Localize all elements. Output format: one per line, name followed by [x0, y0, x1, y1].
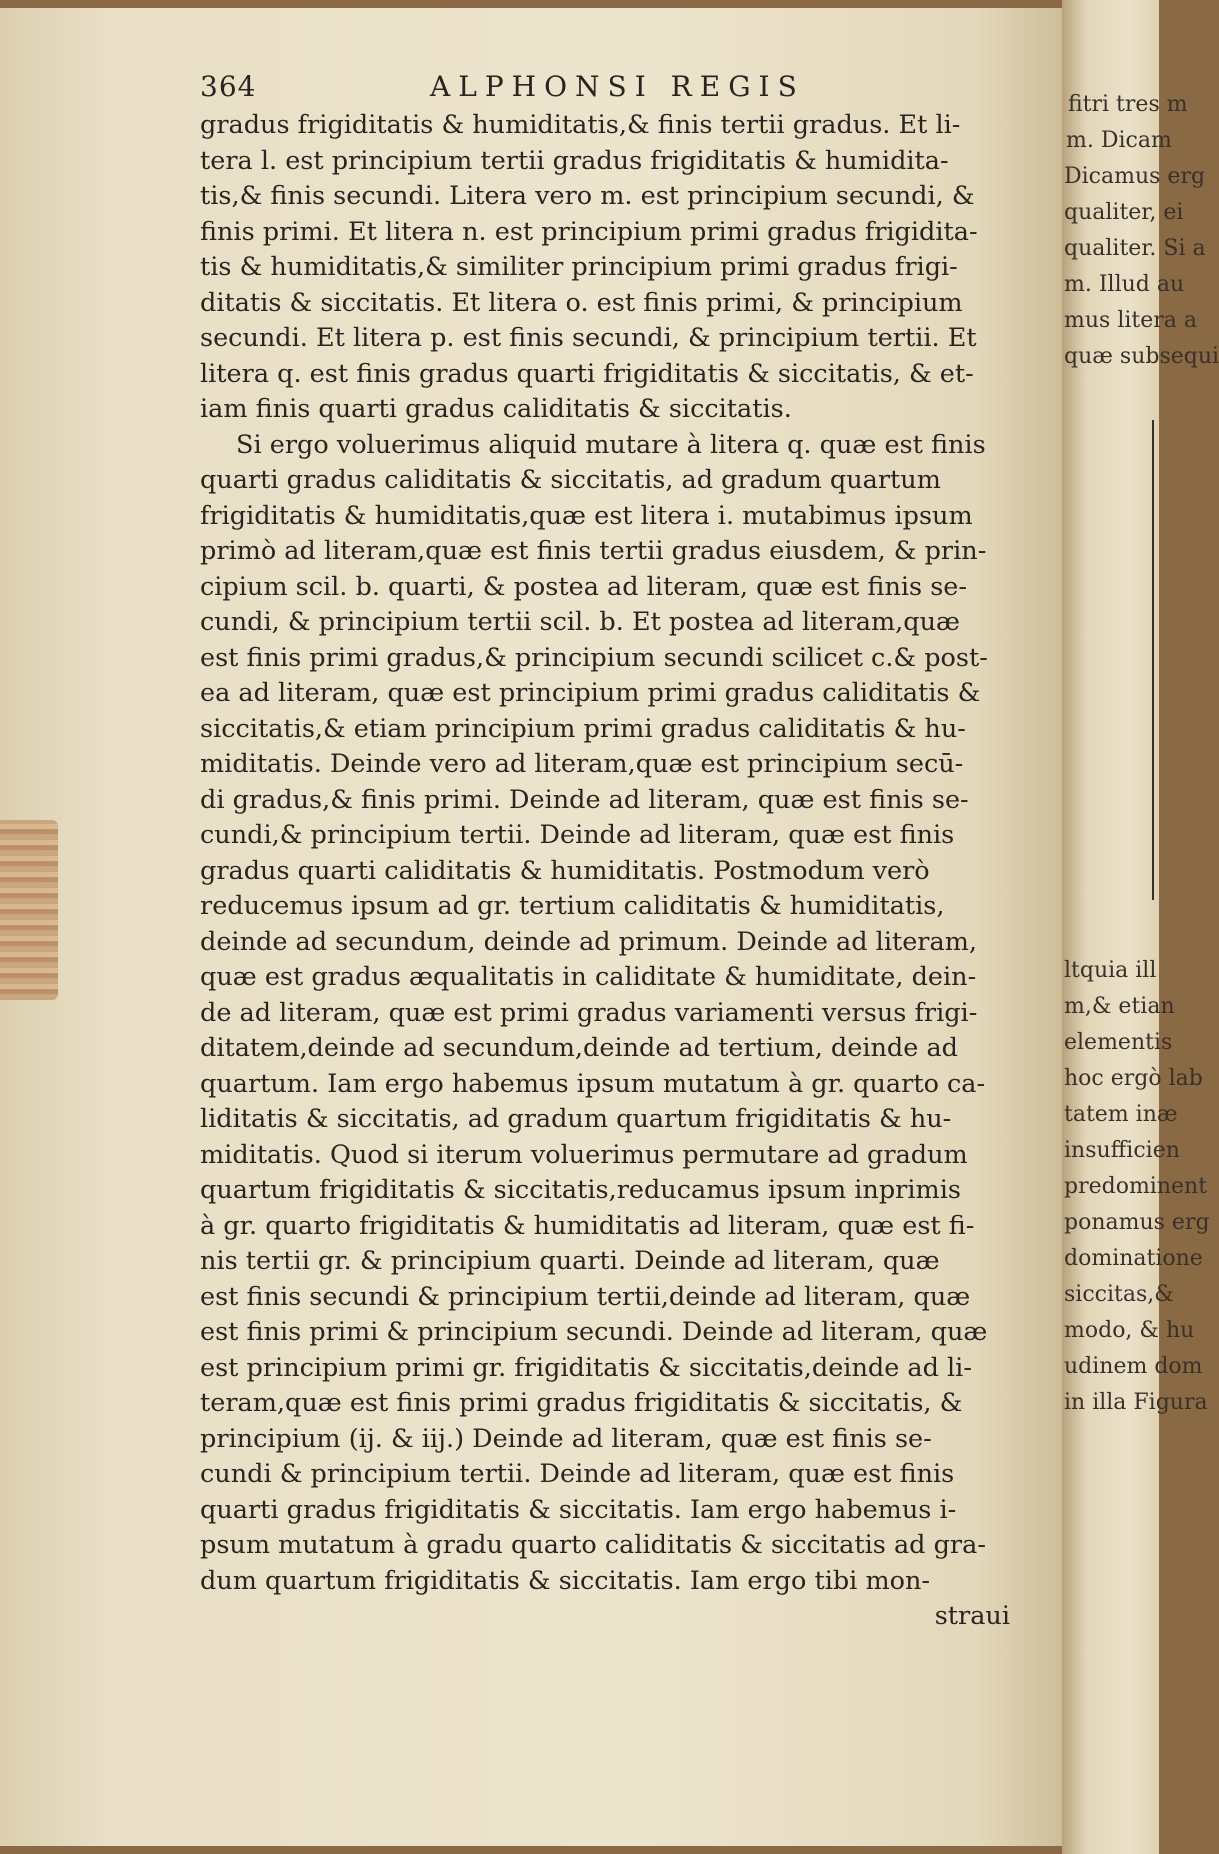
- facing-text-line: fitri tres m: [1068, 92, 1188, 117]
- text-line: litera q. est finis gradus quarti frigiditatis & siccitatis, & et-: [200, 358, 974, 389]
- facing-text-line: Dicamus erg: [1064, 164, 1206, 189]
- text-line: nis tertii gr. & principium quarti. Deinde ad literam, quæ: [200, 1246, 940, 1276]
- facing-text-line: tatem inæ: [1064, 1102, 1178, 1127]
- text-line: cundi,& principium tertii. Deinde ad literam, quæ est finis: [200, 820, 955, 850]
- facing-text-line: insufficien: [1064, 1138, 1180, 1163]
- text-line: miditatis. Deinde vero ad literam,quæ est principium secū-: [200, 749, 964, 779]
- text-line: gradus frigiditatis & humiditatis,& finis tertii gradus. Et li-: [200, 110, 961, 140]
- text-line: siccitatis,& etiam principium primi gradus caliditatis & hu-: [200, 713, 966, 744]
- facing-page-edge: [1062, 0, 1219, 1854]
- facing-text-line: in illa Figura: [1064, 1390, 1208, 1415]
- text-line: deinde ad secundum, deinde ad primum. Deinde ad literam,: [200, 926, 977, 957]
- running-head: [200, 70, 1020, 106]
- catchword: straui: [934, 1601, 1010, 1631]
- facing-text-line: modo, & hu: [1064, 1318, 1195, 1343]
- facing-text-line: elementis: [1064, 1030, 1173, 1055]
- text-line: quartum frigiditatis & siccitatis,reducamus ipsum inprimis: [200, 1175, 961, 1205]
- facing-text-line: hoc ergò lab: [1064, 1066, 1203, 1091]
- facing-text-line: qualiter, ei: [1064, 200, 1184, 225]
- text-line: quæ est gradus æqualitatis in caliditate & humiditate, dein-: [200, 962, 977, 992]
- text-line: finis primi. Et litera n. est principium primi gradus frigidita-: [200, 216, 978, 247]
- text-line: tis,& finis secundi. Litera vero m. est principium secundi, &: [200, 181, 975, 211]
- facing-text-line: m. Dicam: [1066, 128, 1172, 153]
- text-line: miditatis. Quod si iterum voluerimus permutare ad gradum: [200, 1139, 968, 1170]
- text-line: principium (ij. & iij.) Deinde ad literam, quæ est finis se-: [200, 1423, 932, 1454]
- paper-tab: [0, 820, 58, 1000]
- text-line: quarti gradus caliditatis & siccitatis, ad gradum quartum: [200, 465, 941, 495]
- facing-text-line: ponamus erg: [1064, 1210, 1210, 1235]
- text-line: est finis primi gradus,& principium secundi scilicet c.& post-: [200, 642, 988, 673]
- facing-text-line: qualiter. Si a: [1064, 236, 1206, 261]
- text-line: teram,quæ est finis primi gradus frigiditatis & siccitatis, &: [200, 1388, 963, 1418]
- text-line: tis & humiditatis,& similiter principium primi gradus frigi-: [200, 252, 958, 282]
- text-line: psum mutatum à gradu quarto caliditatis & siccitatis ad gra-: [200, 1530, 986, 1560]
- facing-rule: [1152, 420, 1154, 900]
- facing-text-line: siccitas,&: [1064, 1282, 1174, 1307]
- facing-text-line: predominent: [1064, 1174, 1208, 1199]
- facing-text-line: m,& etian: [1064, 994, 1175, 1019]
- text-line: est finis secundi & principium tertii,deinde ad literam, quæ: [200, 1281, 971, 1312]
- text-line: quarti gradus frigiditatis & siccitatis. Iam ergo habemus i-: [200, 1494, 957, 1525]
- text-line: secundi. Et litera p. est finis secundi, & principium tertii. Et: [200, 323, 977, 353]
- text-line: à gr. quarto frigiditatis & humiditatis ad literam, quæ est fi-: [200, 1210, 975, 1241]
- facing-text-line: ltquia ill: [1064, 958, 1157, 983]
- text-line: de ad literam, quæ est primi gradus variamenti versus frigi-: [200, 997, 978, 1028]
- facing-text-line: dominatione: [1064, 1246, 1203, 1271]
- text-line: Si ergo voluerimus aliquid mutare à litera q. quæ est finis: [236, 429, 986, 460]
- running-title: ALPHONSI REGIS: [430, 70, 805, 103]
- text-line: tera l. est principium tertii gradus frigiditatis & humidita-: [200, 145, 949, 176]
- text-line: est finis primi & principium secundi. Deinde ad literam, quæ: [200, 1317, 988, 1347]
- text-line: frigiditatis & humiditatis,quæ est litera i. mutabimus ipsum: [200, 500, 973, 531]
- page-number: 364: [200, 70, 257, 103]
- text-line: primò ad literam,quæ est finis tertii gradus eiusdem, & prin-: [200, 536, 987, 566]
- text-line: di gradus,& finis primi. Deinde ad literam, quæ est finis se-: [200, 784, 969, 815]
- text-line: ditatem,deinde ad secundum,deinde ad tertium, deinde ad: [200, 1033, 958, 1063]
- text-line: dum quartum frigiditatis & siccitatis. Iam ergo tibi mon-: [200, 1565, 931, 1596]
- facing-text-line: udinem dom: [1064, 1354, 1203, 1379]
- text-line: gradus quarti caliditatis & humiditatis. Postmodum verò: [200, 855, 930, 886]
- text-line: iam finis quarti gradus caliditatis & siccitatis.: [200, 394, 792, 424]
- facing-text-line: mus litera a: [1064, 308, 1197, 333]
- text-line: liditatis & siccitatis, ad gradum quartum frigiditatis & hu-: [200, 1104, 952, 1134]
- text-line: reducemus ipsum ad gr. tertium caliditatis & humiditatis,: [200, 891, 945, 921]
- body-text: [200, 108, 1010, 1635]
- text-line: est principium primi gr. frigiditatis & siccitatis,deinde ad li-: [200, 1352, 972, 1383]
- facing-text-line: quæ subsequi: [1064, 344, 1219, 369]
- text-line: cundi & principium tertii. Deinde ad literam, quæ est finis: [200, 1459, 955, 1489]
- text-line: cundi, & principium tertii scil. b. Et postea ad literam,quæ: [200, 607, 961, 637]
- text-line: ea ad literam, quæ est principium primi gradus caliditatis &: [200, 678, 981, 708]
- text-line: ditatis & siccitatis. Et litera o. est finis primi, & principium: [200, 287, 963, 318]
- facing-text-line: m. Illud au: [1064, 272, 1185, 297]
- text-line: quartum. Iam ergo habemus ipsum mutatum à gr. quarto ca-: [200, 1068, 986, 1099]
- text-line: cipium scil. b. quarti, & postea ad literam, quæ est finis se-: [200, 571, 968, 602]
